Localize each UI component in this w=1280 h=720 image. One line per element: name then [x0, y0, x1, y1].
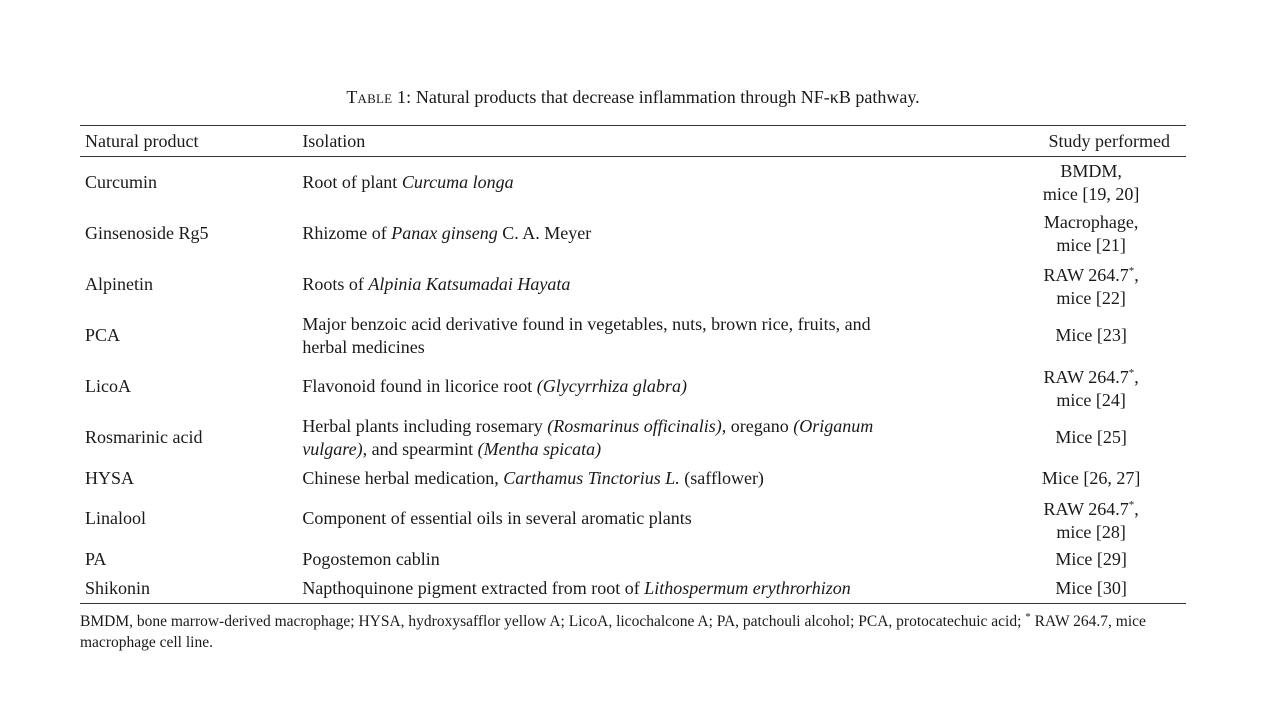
study-text: Mice [23] — [1055, 325, 1127, 345]
cell-study-performed — [991, 544, 1186, 574]
cell-isolation — [297, 259, 991, 310]
study-text: mice [28] — [1056, 521, 1126, 542]
table-body — [80, 157, 1186, 604]
cell-isolation — [297, 544, 991, 574]
cell-study-performed — [991, 157, 1186, 209]
isolation-species-name: Curcuma longa — [401, 172, 514, 192]
isolation-text: C. A. Meyer — [497, 223, 592, 243]
cell-natural-product: Rosmarinic acid — [85, 427, 203, 447]
cell-isolation — [297, 310, 991, 361]
isolation-text: (safflower) — [679, 467, 764, 488]
table-row — [80, 259, 1186, 310]
study-text: Mice [30] — [1055, 578, 1127, 598]
cell-study-performed — [991, 259, 1186, 310]
table-row — [80, 157, 1186, 209]
cell-isolation — [297, 157, 991, 209]
cell-natural-product: Linalool — [85, 508, 146, 528]
study-asterisk: * — [1128, 498, 1135, 511]
cell-natural-product: Alpinetin — [85, 274, 153, 294]
table-row — [80, 493, 1186, 544]
table-row — [80, 361, 1186, 412]
isolation-species-name: Alpinia Katsumadai Hayata — [368, 274, 571, 294]
cell-natural-product: PCA — [85, 325, 121, 345]
header-isolation: Isolation — [302, 130, 366, 151]
cell-natural-product: Shikonin — [85, 578, 151, 598]
cell-study-performed — [991, 361, 1186, 412]
cell-natural-product: Ginsenoside Rg5 — [85, 223, 209, 243]
isolation-species-name: (Origanum — [793, 415, 874, 436]
isolation-text: Napthoquinone pigment extracted from root of — [302, 578, 645, 598]
study-text: Mice [26, 27] — [1041, 467, 1141, 488]
isolation-text: , oregano — [721, 415, 794, 436]
isolation-text: Rhizome of — [302, 223, 392, 243]
study-text: RAW 264.7 — [1043, 366, 1129, 387]
table-row — [80, 463, 1186, 493]
isolation-text: Component of essential oils in several aromatic plants — [302, 508, 692, 528]
header-row — [80, 126, 1186, 157]
table-row — [80, 574, 1186, 604]
isolation-species-name: Lithospermum erythrorhizon — [644, 578, 851, 598]
cell-study-performed — [991, 463, 1186, 493]
isolation-species-name: Carthamus Tinctorius L. — [503, 467, 680, 488]
isolation-species-name: Panax ginseng — [391, 223, 498, 243]
isolation-text: Pogostemon cablin — [302, 548, 440, 569]
table-row — [80, 310, 1186, 361]
isolation-species-name: vulgare) — [302, 438, 363, 459]
study-text: , — [1134, 498, 1139, 519]
footnote-cell-line: RAW 264.7, mice macrophage cell line. — [80, 613, 1146, 652]
table-caption-text: Natural products that decrease inflammation through NF-κB pathway. — [415, 87, 920, 107]
table-footnote — [80, 607, 1190, 653]
table-container — [80, 125, 1186, 604]
cell-study-performed — [991, 412, 1186, 463]
cell-isolation — [297, 361, 991, 412]
isolation-text: Herbal plants including rosemary — [302, 415, 548, 436]
isolation-species-name: (Glycyrrhiza glabra) — [536, 376, 687, 396]
study-text: BMDM, — [1060, 160, 1122, 181]
study-text: mice [19, 20] — [1042, 183, 1140, 204]
isolation-text: Root of plant — [302, 172, 402, 192]
cell-isolation — [297, 208, 991, 259]
cell-natural-product: HYSA — [85, 467, 135, 488]
study-text: mice [24] — [1056, 389, 1126, 410]
isolation-text: Flavonoid found in licorice root — [302, 376, 537, 396]
isolation-text: Chinese herbal medication, — [302, 467, 504, 488]
study-text: , — [1134, 264, 1139, 285]
cell-study-performed — [991, 208, 1186, 259]
isolation-species-name: (Mentha spicata) — [477, 438, 602, 459]
header-study-performed: Study performed — [1048, 130, 1170, 151]
table-row — [80, 544, 1186, 574]
cell-isolation — [297, 412, 991, 463]
isolation-text: Roots of — [302, 274, 369, 294]
cell-isolation — [297, 574, 991, 604]
cell-study-performed — [991, 574, 1186, 604]
cell-isolation — [297, 493, 991, 544]
study-text: , — [1134, 366, 1139, 387]
study-text: Macrophage, — [1043, 211, 1139, 232]
study-text: RAW 264.7 — [1043, 264, 1129, 285]
natural-products-table — [80, 125, 1186, 604]
header-natural-product: Natural product — [85, 130, 199, 151]
isolation-species-name: (Rosmarinus officinalis) — [547, 415, 722, 436]
study-text: mice [22] — [1056, 287, 1126, 308]
study-text: RAW 264.7 — [1043, 498, 1129, 519]
table-caption-label: Table 1: — [346, 87, 412, 107]
footnote-abbreviations: BMDM, bone marrow-derived macrophage; HYSA, hydroxysafflor yellow A; LicoA, licochalcone A; PA, patchouli alcohol; PCA, protocatechuic acid; — [80, 613, 1026, 631]
isolation-text: , and spearmint — [362, 438, 478, 459]
isolation-text: Major benzoic acid derivative found in vegetables, nuts, brown rice, fruits, and — [302, 313, 871, 334]
table-caption — [0, 87, 1266, 108]
study-text: Mice [25] — [1055, 427, 1127, 447]
table-row — [80, 208, 1186, 259]
cell-study-performed — [991, 310, 1186, 361]
study-asterisk: * — [1128, 366, 1135, 379]
cell-isolation — [297, 463, 991, 493]
cell-natural-product: LicoA — [85, 376, 131, 396]
study-text: Mice [29] — [1055, 548, 1127, 569]
footnote-asterisk: * — [1025, 611, 1031, 623]
study-asterisk: * — [1128, 264, 1135, 277]
table-row — [80, 412, 1186, 463]
table-header — [80, 126, 1186, 157]
cell-natural-product: PA — [85, 548, 107, 569]
cell-study-performed — [991, 493, 1186, 544]
study-text: mice [21] — [1056, 234, 1126, 255]
isolation-text: herbal medicines — [302, 336, 425, 357]
cell-natural-product: Curcumin — [85, 172, 157, 192]
